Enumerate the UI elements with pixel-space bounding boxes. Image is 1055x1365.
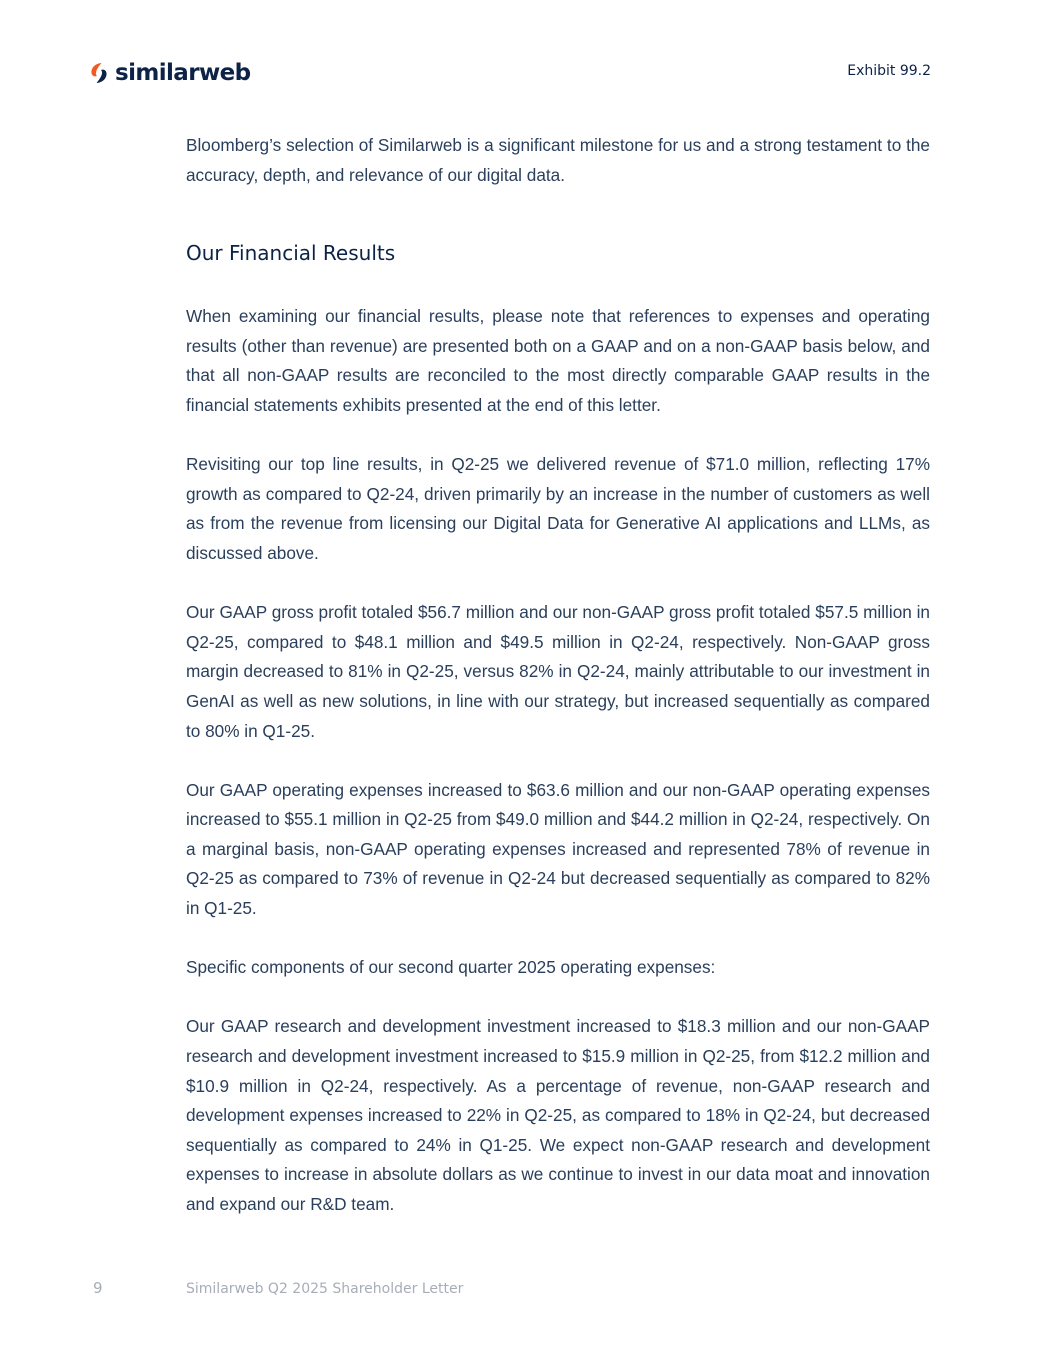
company-logo (89, 59, 250, 87)
similarweb-logo-icon (89, 61, 109, 85)
paragraph-gross-profit: Our GAAP gross profit totaled $56.7 million and our non-GAAP gross profit totaled $57.5 million in Q2-25, compared to $48.1 million and $49.5 million in Q2-24, respectively. Non-GAAP gross margin decreased to 81% in Q2-25, versus 82% in Q2-24, mainly attributable to our investment in GenAI as well as new solutions, in line with our strategy, but increased sequentially as compared to 80% in Q1-25. (186, 602, 930, 741)
logo-wordmark: similarweb (115, 60, 251, 86)
paragraph-research-development: Our GAAP research and development investment increased to $18.3 million and our non-GAAP research and development investment increased to $15.9 million in Q2-25, from $12.2 million and $10.9 million in Q2-24, respectively. As a percentage of revenue, non-GAAP research and development expenses increased to 22% in Q2-25, as compared to 18% in Q2-24, but decreased sequentially as compared to 24% in Q1-25. We expect non-GAAP research and development expenses to increase in absolute dollars as we continue to invest in our data moat and innovation and expand our R&D team. (186, 1016, 930, 1214)
paragraph-revenue: Revisiting our top line results, in Q2-25 we delivered revenue of $71.0 million, reflecting 17% growth as compared to Q2-24, driven primarily by an increase in the number of customers as well as from the revenue from licensing our Digital Data for Generative AI applications and LLMs, as discussed above. (186, 454, 930, 563)
paragraph-opex-components-intro: Specific components of our second quarter 2025 operating expenses: (186, 957, 716, 978)
paragraph-operating-expenses: Our GAAP operating expenses increased to $63.6 million and our non-GAAP operating expenses increased to $55.1 million in Q2-25 from $49.0 million and $44.2 million in Q2-24, respectively. On a marginal basis, non-GAAP operating expenses increased and represented 78% of revenue in Q2-25 as compared to 73% of revenue in Q2-24 but decreased sequentially as compared to 82% in Q1-25. (186, 779, 930, 919)
page-number: 9 (93, 1279, 103, 1297)
footer-title: Similarweb Q2 2025 Shareholder Letter (186, 1281, 464, 1297)
intro-paragraph: Bloomberg’s selection of Similarweb is a significant milestone for us and a strong testament to the accuracy, depth, and relevance of our digital data. (186, 135, 930, 185)
exhibit-label: Exhibit 99.2 (847, 63, 931, 79)
letter-body (186, 131, 930, 1220)
paragraph-reporting-note: When examining our financial results, please note that references to expenses and operating results (other than revenue) are presented both on a GAAP and on a non-GAAP basis below, and that all non-GAAP results are reconciled to the most directly comparable GAAP results in the financial statements exhibits presented at the end of this letter. (186, 306, 930, 415)
section-heading: Our Financial Results (186, 241, 396, 266)
